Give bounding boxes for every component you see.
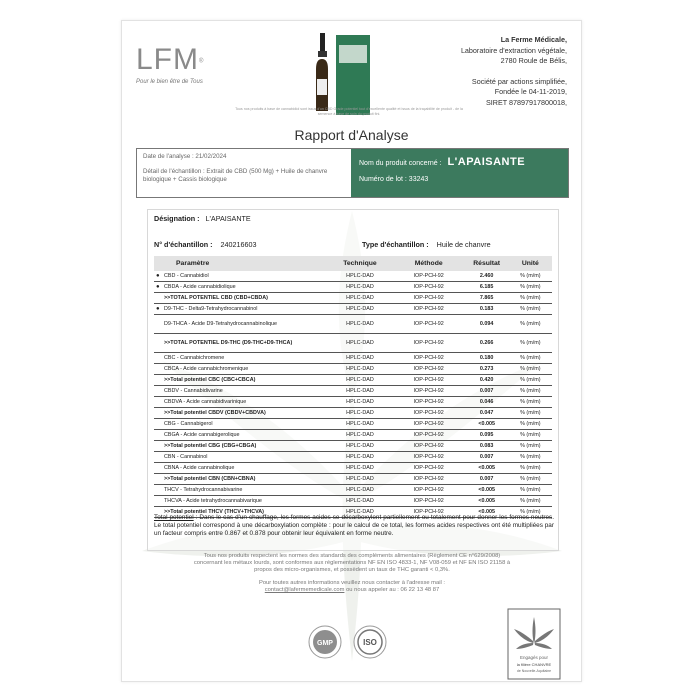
table-row <box>154 419 552 430</box>
footer-compliance-text: Tous nos produits respectent les normes des standards des compléments alimentaires (Règlement CE n°629/2008) concernant les métaux lourds, sont conformes aux réglementations NF EN ISO 4833-1, NF V08-059 et NF EN ISO 21158 à propos des micro-organismes, et possèdent un taux de THC garanti < 0,3%. <box>193 553 511 574</box>
cell-tech: HPLC-DAD <box>327 386 393 397</box>
cell-result: <0.005 <box>465 496 509 507</box>
cell-result: <0.005 <box>465 485 509 496</box>
cell-result: 7.865 <box>465 293 509 304</box>
engage-bot-text: de Nouvelle-Aquitaine <box>516 669 552 673</box>
param-text: >>Total potentiel CBC (CBC+CBCA) <box>164 376 256 383</box>
footer <box>192 553 512 594</box>
cell-result: 0.083 <box>465 441 509 452</box>
param-text: >>Total potentiel CBG (CBG+CBGA) <box>164 442 257 449</box>
cell-param <box>154 430 327 441</box>
cell-tech: HPLC-DAD <box>327 474 393 485</box>
cell-method: IOP-PCH-92 <box>393 353 465 364</box>
cell-param <box>154 334 327 353</box>
param-text: >>TOTAL POTENTIEL CBD (CBD+CBDA) <box>164 294 268 301</box>
cell-unit: % (m/m) <box>509 282 552 293</box>
analysis-section <box>147 209 559 551</box>
cell-method: IOP-PCH-92 <box>393 507 465 518</box>
cell-param <box>154 293 327 304</box>
cell-tech: HPLC-DAD <box>327 452 393 463</box>
cell-result: 0.007 <box>465 386 509 397</box>
cell-param <box>154 282 327 293</box>
engage-mid-text: la filière CHANVRE <box>516 662 552 667</box>
table-row <box>154 408 552 419</box>
cell-tech: HPLC-DAD <box>327 507 393 518</box>
cell-unit: % (m/m) <box>509 353 552 364</box>
note-label: Total potentiel <box>154 514 194 521</box>
info-right <box>351 149 568 197</box>
cell-param <box>154 474 327 485</box>
cell-result: 0.273 <box>465 364 509 375</box>
table-row <box>154 496 552 507</box>
row-bullet: ● <box>156 284 160 291</box>
product-label: Nom du produit concerné : <box>359 160 442 167</box>
table-row <box>154 375 552 386</box>
param-text: CBDV - Cannabidivarine <box>164 387 223 394</box>
logo-tagline: Pour le bien être de Tous <box>136 79 203 85</box>
table-row <box>154 474 552 485</box>
sample-number-label: N° d'échantillon : <box>154 240 213 249</box>
param-text: CBNA - Acide cannabinolique <box>164 464 235 471</box>
param-text: >>Total potentiel CBDV (CBDV+CBDVA) <box>164 409 266 416</box>
designation-value: L'APAISANTE <box>205 214 251 223</box>
cell-param <box>154 364 327 375</box>
table-row <box>154 304 552 315</box>
results-table <box>154 256 552 518</box>
table-row <box>154 282 552 293</box>
analysis-date: Date de l'analyse : 21/02/2024 <box>143 153 227 160</box>
cell-param <box>154 397 327 408</box>
info-box <box>136 148 569 198</box>
product-caption: Tous nos produits à base de cannabidiol sont issus d'un CBD Grade potentiel tout d'excellente qualité et issus de la traçabilité de produit - de la semence à base de soin du produit fini. <box>235 107 463 116</box>
sample-type-label: Type d'échantillon : <box>362 240 429 249</box>
param-text: THCVA - Acide tetrahydrocannabivarique <box>164 497 262 504</box>
sample-detail: Détail de l'échantillon : Extrait de CBD (500 Mg) + Huile de chanvre biologique + Cassis biologique <box>143 167 328 183</box>
designation <box>154 214 251 223</box>
cell-tech: HPLC-DAD <box>327 419 393 430</box>
cell-tech: HPLC-DAD <box>327 334 393 353</box>
contact-phone: ou nous appeler au : 06 22 13 48 87 <box>346 586 440 593</box>
cell-tech: HPLC-DAD <box>327 293 393 304</box>
cell-result: 0.047 <box>465 408 509 419</box>
cell-unit: % (m/m) <box>509 463 552 474</box>
cell-unit: % (m/m) <box>509 334 552 353</box>
cell-method: IOP-PCH-92 <box>393 485 465 496</box>
table-row <box>154 441 552 452</box>
param-text: THCV - Tetrahydrocannabivarine <box>164 486 243 493</box>
param-text: D9-THCA - Acide D9-Tetrahydrocannabinolique <box>164 320 277 327</box>
company-line1: Laboratoire d'extraction végétale, <box>460 45 567 55</box>
param-text: >>Total potentiel CBN (CBN+CBNA) <box>164 475 256 482</box>
iso-badge <box>353 625 387 659</box>
cell-tech: HPLC-DAD <box>327 353 393 364</box>
lot-number: Numéro de lot : 33243 <box>359 176 429 183</box>
cell-method: IOP-PCH-92 <box>393 334 465 353</box>
table-row <box>154 315 552 334</box>
table-row <box>154 293 552 304</box>
company-line2: 2780 Roule de Bélis, <box>500 56 567 65</box>
row-bullet: ● <box>156 306 160 313</box>
cell-result: 0.420 <box>465 375 509 386</box>
registered-mark: ® <box>199 58 204 65</box>
col-param: Paramètre <box>154 256 327 271</box>
cell-unit: % (m/m) <box>509 408 552 419</box>
cell-tech: HPLC-DAD <box>327 364 393 375</box>
cell-result: <0.005 <box>465 507 509 518</box>
table-row <box>154 271 552 282</box>
cell-param <box>154 304 327 315</box>
cell-method: IOP-PCH-92 <box>393 408 465 419</box>
param-text: D9-THC - Delta9-Tetrahydrocannabinol <box>164 305 258 312</box>
cell-unit: % (m/m) <box>509 496 552 507</box>
note-text: : Dans le cas d'un chauffage, les formes acides se décarboxylent partiellement ou totalement pour donner les formes neutres. Le total potentiel correspond à une décarboxylation complète : pour le calcul de ce total, les formes acides respectives ont été multipliées par un facteur compris entre 0.867 et 0.878 pour obtenir leur équivalent en forme neutre. <box>154 514 554 537</box>
col-unit: Unité <box>509 256 552 271</box>
col-result: Résultat <box>465 256 509 271</box>
cell-result: 6.185 <box>465 282 509 293</box>
cell-unit: % (m/m) <box>509 304 552 315</box>
cell-result: 0.183 <box>465 304 509 315</box>
table-header-row <box>154 256 552 271</box>
cell-method: IOP-PCH-92 <box>393 397 465 408</box>
contact-text: Pour toutes autres informations veuillez nous contacter à l'adresse mail : <box>258 579 446 586</box>
sample-number-value: 240216603 <box>220 240 257 249</box>
sample-number <box>154 240 256 249</box>
cell-method: IOP-PCH-92 <box>393 282 465 293</box>
cell-method: IOP-PCH-92 <box>393 315 465 334</box>
company-logo <box>136 43 203 77</box>
table-row <box>154 334 552 353</box>
cell-result: 0.095 <box>465 430 509 441</box>
product-bottle-image <box>314 29 372 117</box>
cell-unit: % (m/m) <box>509 507 552 518</box>
param-text: CBN - Cannabinol <box>164 453 208 460</box>
table-row <box>154 463 552 474</box>
iso-text: ISO <box>363 638 377 647</box>
cell-param <box>154 485 327 496</box>
table-row <box>154 485 552 496</box>
cell-unit: % (m/m) <box>509 474 552 485</box>
table-row <box>154 397 552 408</box>
cell-result: 0.180 <box>465 353 509 364</box>
cell-method: IOP-PCH-92 <box>393 430 465 441</box>
cell-param <box>154 408 327 419</box>
table-row <box>154 452 552 463</box>
cell-param <box>154 496 327 507</box>
engage-top-text: Engagés pour <box>519 655 549 660</box>
cell-unit: % (m/m) <box>509 315 552 334</box>
engage-hemp-badge <box>506 607 562 681</box>
gmp-text: GMP <box>317 640 333 647</box>
col-tech: Technique <box>327 256 393 271</box>
cell-method: IOP-PCH-92 <box>393 496 465 507</box>
cell-tech: HPLC-DAD <box>327 397 393 408</box>
total-potential-note <box>154 514 554 538</box>
table-row <box>154 430 552 441</box>
cell-unit: % (m/m) <box>509 375 552 386</box>
cell-result: <0.005 <box>465 419 509 430</box>
cell-method: IOP-PCH-92 <box>393 375 465 386</box>
cell-tech: HPLC-DAD <box>327 282 393 293</box>
cell-result: <0.005 <box>465 463 509 474</box>
cell-tech: HPLC-DAD <box>327 375 393 386</box>
cell-method: IOP-PCH-92 <box>393 463 465 474</box>
cell-param <box>154 419 327 430</box>
footer-contact <box>192 580 512 594</box>
cell-unit: % (m/m) <box>509 397 552 408</box>
cell-method: IOP-PCH-92 <box>393 271 465 282</box>
cell-unit: % (m/m) <box>509 271 552 282</box>
param-text: >>Total potentiel THCV (THCV+THCVA) <box>164 508 264 515</box>
company-name: La Ferme Médicale, <box>500 35 567 44</box>
param-text: CBG - Cannabigerol <box>164 420 213 427</box>
cell-tech: HPLC-DAD <box>327 441 393 452</box>
cell-unit: % (m/m) <box>509 386 552 397</box>
cell-unit: % (m/m) <box>509 441 552 452</box>
table-row <box>154 364 552 375</box>
company-line5: SIRET 87897917800018, <box>486 97 567 107</box>
cell-unit: % (m/m) <box>509 364 552 375</box>
table-row <box>154 353 552 364</box>
cell-result: 0.266 <box>465 334 509 353</box>
company-info <box>461 35 567 108</box>
cell-param <box>154 463 327 474</box>
designation-label: Désignation : <box>154 214 200 223</box>
cell-result: 0.007 <box>465 474 509 485</box>
cell-tech: HPLC-DAD <box>327 496 393 507</box>
param-text: >>TOTAL POTENTIEL D9-THC (D9-THC+D9-THCA) <box>164 339 293 346</box>
cell-result: 0.046 <box>465 397 509 408</box>
cell-param <box>154 353 327 364</box>
cell-unit: % (m/m) <box>509 293 552 304</box>
cell-method: IOP-PCH-92 <box>393 304 465 315</box>
cell-tech: HPLC-DAD <box>327 271 393 282</box>
param-text: CBGA - Acide cannabigerolique <box>164 431 240 438</box>
product-name: L'APAISANTE <box>447 156 526 168</box>
cell-method: IOP-PCH-92 <box>393 293 465 304</box>
info-left <box>137 149 351 197</box>
cell-param <box>154 441 327 452</box>
cell-tech: HPLC-DAD <box>327 463 393 474</box>
row-bullet: ● <box>156 273 160 280</box>
cell-param <box>154 315 327 334</box>
param-text: CBDVA - Acide cannabidivarinique <box>164 398 247 405</box>
cell-unit: % (m/m) <box>509 430 552 441</box>
param-text: CBD - Cannabidiol <box>164 272 209 279</box>
cell-param <box>154 452 327 463</box>
cell-method: IOP-PCH-92 <box>393 386 465 397</box>
sample-type <box>362 240 491 249</box>
param-text: CBCA - Acide cannabichromenique <box>164 365 249 372</box>
company-line4: Fondée le 04-11-2019, <box>494 87 567 96</box>
cell-tech: HPLC-DAD <box>327 304 393 315</box>
gmp-badge <box>308 625 342 659</box>
cell-unit: % (m/m) <box>509 485 552 496</box>
cell-method: IOP-PCH-92 <box>393 364 465 375</box>
company-line3: Société par actions simplifiée, <box>471 76 567 86</box>
contact-email-link[interactable]: contact@lafermemedicale.com <box>264 586 345 593</box>
cell-method: IOP-PCH-92 <box>393 441 465 452</box>
cell-result: 2.460 <box>465 271 509 282</box>
col-method: Méthode <box>393 256 465 271</box>
cell-result: 0.007 <box>465 452 509 463</box>
cell-method: IOP-PCH-92 <box>393 474 465 485</box>
cell-param <box>154 386 327 397</box>
cell-unit: % (m/m) <box>509 452 552 463</box>
cell-result: 0.094 <box>465 315 509 334</box>
cell-param <box>154 375 327 386</box>
logo-text: LFM <box>136 43 199 76</box>
cell-tech: HPLC-DAD <box>327 485 393 496</box>
sample-type-value: Huile de chanvre <box>436 240 491 249</box>
cell-tech: HPLC-DAD <box>327 315 393 334</box>
report-title: Rapport d'Analyse <box>294 127 409 143</box>
param-text: CBC - Cannabichromene <box>164 354 225 361</box>
cell-tech: HPLC-DAD <box>327 408 393 419</box>
cell-unit: % (m/m) <box>509 419 552 430</box>
cell-method: IOP-PCH-92 <box>393 419 465 430</box>
report-page <box>121 20 582 682</box>
param-text: CBDA - Acide cannabidiolique <box>164 283 236 290</box>
cell-param <box>154 271 327 282</box>
cell-tech: HPLC-DAD <box>327 430 393 441</box>
cell-method: IOP-PCH-92 <box>393 452 465 463</box>
table-row <box>154 386 552 397</box>
